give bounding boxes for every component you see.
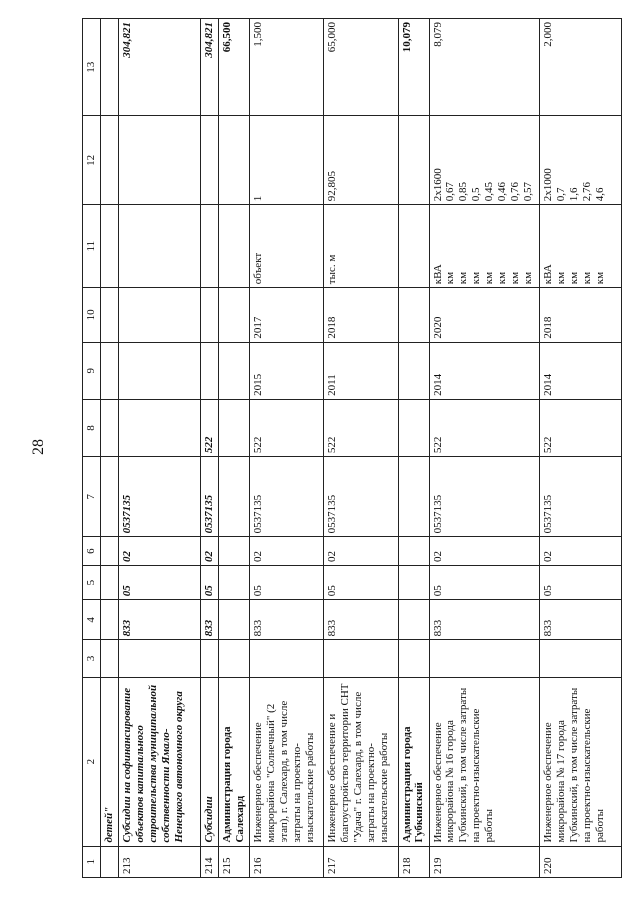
cell bbox=[219, 565, 250, 599]
cell: 05 bbox=[119, 565, 201, 599]
cell bbox=[101, 537, 119, 566]
cell bbox=[398, 600, 429, 640]
header-row bbox=[83, 19, 101, 878]
cell bbox=[398, 342, 429, 399]
cell bbox=[101, 600, 119, 640]
row-name: Администрация города Губкинский bbox=[398, 677, 429, 846]
cell: 1,500 bbox=[250, 19, 324, 116]
cell: 02 bbox=[250, 537, 324, 566]
row-name: Инженерное обеспечение микрорайона "Солнечный" (2 этап), г. Салехард, в том числе затраты на проектно-изыскательские работы bbox=[250, 677, 324, 846]
cell: 833 bbox=[250, 600, 324, 640]
cell bbox=[398, 537, 429, 566]
cell: 92,805 bbox=[324, 116, 398, 205]
cell: 2014 bbox=[539, 342, 621, 399]
row-number: 218 bbox=[398, 846, 429, 877]
table-row bbox=[201, 19, 219, 878]
cell: 2018 bbox=[324, 288, 398, 342]
cell: 02 bbox=[429, 537, 539, 566]
table-row bbox=[398, 19, 429, 878]
cell: 833 bbox=[539, 600, 621, 640]
cell bbox=[201, 205, 219, 288]
cell: 2020 bbox=[429, 288, 539, 342]
cell: 02 bbox=[324, 537, 398, 566]
cell: 833 bbox=[429, 600, 539, 640]
table-row bbox=[219, 19, 250, 878]
cell: 05 bbox=[250, 565, 324, 599]
cell: кВА км км км км bbox=[539, 205, 621, 288]
cell: 522 bbox=[324, 399, 398, 456]
cell: 10,079 bbox=[398, 19, 429, 116]
row-name: Субсидии bbox=[201, 677, 219, 846]
cell bbox=[398, 399, 429, 456]
cell bbox=[219, 116, 250, 205]
cell bbox=[398, 565, 429, 599]
cell bbox=[219, 457, 250, 537]
cell: 65,000 bbox=[324, 19, 398, 116]
row-number: 220 bbox=[539, 846, 621, 877]
cell bbox=[101, 399, 119, 456]
header-cell: 1 bbox=[83, 846, 101, 877]
cell: 2011 bbox=[324, 342, 398, 399]
table-row bbox=[250, 19, 324, 878]
cell: 0537135 bbox=[119, 457, 201, 537]
cell bbox=[101, 342, 119, 399]
cell: 1 bbox=[250, 116, 324, 205]
cell bbox=[101, 457, 119, 537]
cell: 304,821 bbox=[119, 19, 201, 116]
cell: 2015 bbox=[250, 342, 324, 399]
cell: кВА км км км км км км км bbox=[429, 205, 539, 288]
row-name: Инженерное обеспечение микрорайона № 16 города Губкинский, в том числе затраты на проектно-изыскательские работы bbox=[429, 677, 539, 846]
cell bbox=[119, 399, 201, 456]
header-cell: 4 bbox=[83, 600, 101, 640]
cell: 522 bbox=[250, 399, 324, 456]
page-number: 28 bbox=[30, 439, 47, 455]
row-number: 213 bbox=[119, 846, 201, 877]
cell: 02 bbox=[539, 537, 621, 566]
cell bbox=[429, 640, 539, 677]
cell bbox=[398, 205, 429, 288]
cell: 2014 bbox=[429, 342, 539, 399]
row-name: Субсидии на софинансирование объектов капитального строительства муниципальной собственности Ямало-Ненецкого автономного округа bbox=[119, 677, 201, 846]
cell: 02 bbox=[119, 537, 201, 566]
cell bbox=[539, 640, 621, 677]
cell: 2,000 bbox=[539, 19, 621, 116]
cell: 0537135 bbox=[539, 457, 621, 537]
cell: 05 bbox=[324, 565, 398, 599]
cell: 522 bbox=[539, 399, 621, 456]
rotated-table-container bbox=[82, 18, 622, 878]
cell bbox=[101, 565, 119, 599]
cell: 66,500 bbox=[219, 19, 250, 116]
table-row bbox=[429, 19, 539, 878]
cell bbox=[398, 116, 429, 205]
cell: 0537135 bbox=[201, 457, 219, 537]
cell bbox=[101, 116, 119, 205]
cell: 2x1600 0,67 0,85 0,5 0,45 0,46 0,76 0,57 bbox=[429, 116, 539, 205]
cell: 8,079 bbox=[429, 19, 539, 116]
table-row bbox=[119, 19, 201, 878]
cell bbox=[119, 342, 201, 399]
row-name: Инженерное обеспечение микрорайона № 17 города Губкинский, в том числе затраты на проектно-изыскательские работы bbox=[539, 677, 621, 846]
header-cell: 3 bbox=[83, 640, 101, 677]
cell: 833 bbox=[201, 600, 219, 640]
row-name: Инженерное обеспечение и благоустройство территории СНТ "Удача" г. Салехард, в том числе затраты на проектно-изыскательские работы bbox=[324, 677, 398, 846]
cell: 2018 bbox=[539, 288, 621, 342]
cell bbox=[201, 342, 219, 399]
row-number: 215 bbox=[219, 846, 250, 877]
cell bbox=[119, 116, 201, 205]
header-cell: 12 bbox=[83, 116, 101, 205]
header-cell: 13 bbox=[83, 19, 101, 116]
cell: 522 bbox=[429, 399, 539, 456]
cell: 522 bbox=[201, 399, 219, 456]
cell bbox=[219, 600, 250, 640]
cell bbox=[219, 640, 250, 677]
cell: 0537135 bbox=[250, 457, 324, 537]
cell bbox=[219, 537, 250, 566]
cell bbox=[324, 640, 398, 677]
cell bbox=[101, 205, 119, 288]
header-cell: 9 bbox=[83, 342, 101, 399]
cell bbox=[101, 640, 119, 677]
cell: 0537135 bbox=[324, 457, 398, 537]
cell bbox=[201, 116, 219, 205]
header-cell: 6 bbox=[83, 537, 101, 566]
table-row bbox=[101, 19, 119, 878]
cell bbox=[398, 457, 429, 537]
cell: 833 bbox=[324, 600, 398, 640]
cell bbox=[398, 640, 429, 677]
cell bbox=[250, 640, 324, 677]
cell bbox=[219, 342, 250, 399]
budget-table bbox=[82, 18, 622, 878]
header-cell: 7 bbox=[83, 457, 101, 537]
row-number: 216 bbox=[250, 846, 324, 877]
cell: 2017 bbox=[250, 288, 324, 342]
row-number: 214 bbox=[201, 846, 219, 877]
cell bbox=[101, 19, 119, 116]
row-number: 217 bbox=[324, 846, 398, 877]
cell bbox=[119, 640, 201, 677]
cell bbox=[201, 640, 219, 677]
cell: 05 bbox=[201, 565, 219, 599]
table-row bbox=[324, 19, 398, 878]
cell: 833 bbox=[119, 600, 201, 640]
cell bbox=[219, 288, 250, 342]
cell: 02 bbox=[201, 537, 219, 566]
cell: 304,821 bbox=[201, 19, 219, 116]
cell bbox=[119, 288, 201, 342]
cell bbox=[398, 288, 429, 342]
cell: 2x1000 0,7 1,6 2,76 4,6 bbox=[539, 116, 621, 205]
row-number: 219 bbox=[429, 846, 539, 877]
cell bbox=[101, 288, 119, 342]
cell bbox=[219, 399, 250, 456]
cell: тыс. м bbox=[324, 205, 398, 288]
cell: 05 bbox=[539, 565, 621, 599]
cell: 0537135 bbox=[429, 457, 539, 537]
cell bbox=[119, 205, 201, 288]
row-name: Администрация города Салехард bbox=[219, 677, 250, 846]
cell: объект bbox=[250, 205, 324, 288]
cell: 05 bbox=[429, 565, 539, 599]
header-cell: 5 bbox=[83, 565, 101, 599]
header-cell: 8 bbox=[83, 399, 101, 456]
row-number bbox=[101, 846, 119, 877]
header-cell: 11 bbox=[83, 205, 101, 288]
row-name: детей" bbox=[101, 677, 119, 846]
cell bbox=[201, 288, 219, 342]
cell bbox=[219, 205, 250, 288]
header-cell: 2 bbox=[83, 677, 101, 846]
table-row bbox=[539, 19, 621, 878]
header-cell: 10 bbox=[83, 288, 101, 342]
